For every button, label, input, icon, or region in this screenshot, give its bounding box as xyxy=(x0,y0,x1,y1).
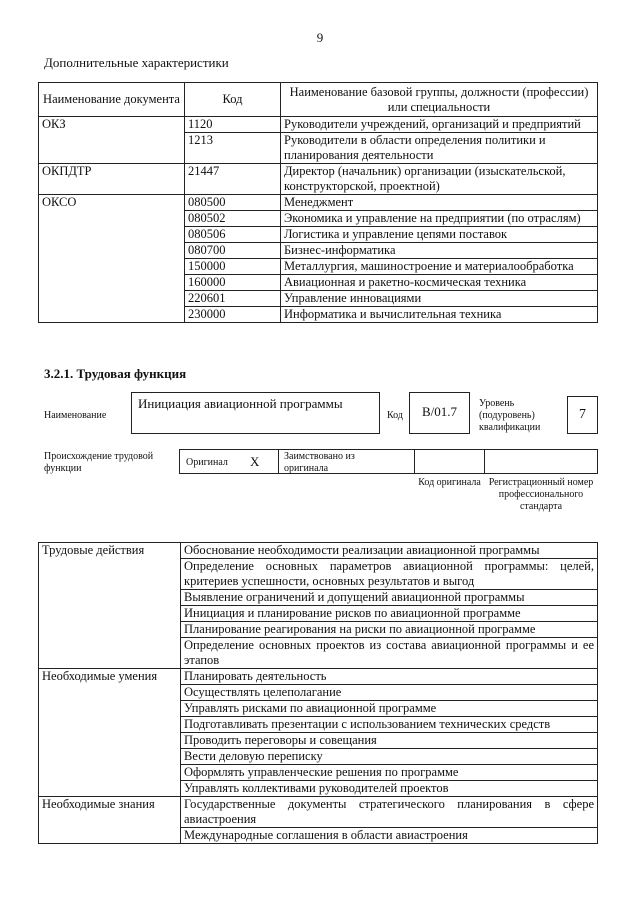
list-item: Выявление ограничений и допущений авиационной программы xyxy=(181,590,598,606)
doc-cell: ОКСО xyxy=(39,195,185,323)
section-label: Трудовые действия xyxy=(39,543,181,669)
list-item: Подготавливать презентации с использованием технических средств xyxy=(181,717,598,733)
borrowed-label: Заимствовано из оригинала xyxy=(284,451,355,474)
code-cell: 080502 xyxy=(185,211,281,227)
function-name-value: Инициация авиационной программы xyxy=(138,396,343,411)
list-item: Проводить переговоры и совещания xyxy=(181,733,598,749)
original-label: Оригинал xyxy=(186,457,228,468)
code-cell: 230000 xyxy=(185,307,281,323)
code-cell: 220601 xyxy=(185,291,281,307)
borrowed-box xyxy=(278,449,415,474)
name-cell: Авиационная и ракетно-космическая техника xyxy=(281,275,598,291)
name-cell: Директор (начальник) организации (изыскательской, конструкторской, проектной) xyxy=(281,164,598,195)
original-box xyxy=(179,449,279,474)
registration-caption: Регистрационный номер профессионального стандарта xyxy=(488,477,594,512)
list-item: Международные соглашения в области авиастроения xyxy=(181,828,598,844)
code-cell: 160000 xyxy=(185,275,281,291)
code-caption: Код оригинала xyxy=(418,477,481,488)
level-box xyxy=(567,396,598,434)
list-item: Государственные документы стратегического планирования в сфере авиастроения xyxy=(181,797,598,828)
function-code-box xyxy=(409,392,470,434)
section-label: Необходимые умения xyxy=(39,669,181,797)
code-cell: 1120 xyxy=(185,117,281,133)
section-title: Дополнительные характеристики xyxy=(44,55,229,70)
table-row xyxy=(39,195,598,211)
list-item: Оформлять управленческие решения по программе xyxy=(181,765,598,781)
name-cell: Менеджмент xyxy=(281,195,598,211)
list-item: Осуществлять целеполагание xyxy=(181,685,598,701)
code-cell: 150000 xyxy=(185,259,281,275)
list-item: Управлять рисками по авиационной программе xyxy=(181,701,598,717)
code-cell: 080500 xyxy=(185,195,281,211)
name-cell: Руководители учреждений, организаций и предприятий xyxy=(281,117,598,133)
col-header-name: Наименование базовой группы, должности (профессии) или специальности xyxy=(281,83,598,117)
list-item: Планирование реагирования на риски по авиационной программе xyxy=(181,622,598,638)
origin-code-box xyxy=(414,449,485,474)
name-cell: Логистика и управление цепями поставок xyxy=(281,227,598,243)
code-cell: 080700 xyxy=(185,243,281,259)
doc-cell: ОКПДТР xyxy=(39,164,185,195)
classifier-table xyxy=(38,82,598,323)
level-label: Уровень (подуровень) квалификации xyxy=(479,398,541,433)
list-item: Обоснование необходимости реализации авиационной программы xyxy=(181,543,598,559)
col-header-code: Код xyxy=(185,83,281,117)
function-heading: 3.2.1. Трудовая функция xyxy=(44,366,187,381)
registration-number-box xyxy=(484,449,598,474)
origin-label: Происхождение трудовой функции xyxy=(44,451,154,474)
name-cell: Управление инновациями xyxy=(281,291,598,307)
list-item: Определение основных проектов из состава авиационной программы и ее этапов xyxy=(181,638,598,669)
name-cell: Бизнес-информатика xyxy=(281,243,598,259)
table-row xyxy=(39,669,598,685)
table-row xyxy=(39,117,598,133)
details-table xyxy=(38,542,598,844)
table-row xyxy=(39,797,598,828)
table-header-row xyxy=(39,83,598,117)
list-item: Определение основных параметров авиационной программы: целей, критериев успешности, основных результатов и выгод xyxy=(181,559,598,590)
function-code-value: B/01.7 xyxy=(421,404,458,419)
function-name-box xyxy=(131,392,380,434)
list-item: Вести деловую переписку xyxy=(181,749,598,765)
table-row xyxy=(39,543,598,559)
doc-cell: ОКЗ xyxy=(39,117,185,164)
table-row xyxy=(39,164,598,195)
code-label: Код xyxy=(387,410,403,421)
name-cell: Металлургия, машиностроение и материалообработка xyxy=(281,259,598,275)
name-label: Наименование xyxy=(44,410,107,421)
section-label: Необходимые знания xyxy=(39,797,181,844)
list-item: Планировать деятельность xyxy=(181,669,598,685)
code-cell: 1213 xyxy=(185,133,281,164)
original-mark: X xyxy=(250,454,260,469)
level-value: 7 xyxy=(579,407,586,422)
code-cell: 21447 xyxy=(185,164,281,195)
list-item: Управлять коллективами руководителей проектов xyxy=(181,781,598,797)
page-number: 9 xyxy=(316,30,324,45)
list-item: Инициация и планирование рисков по авиационной программе xyxy=(181,606,598,622)
name-cell: Экономика и управление на предприятии (по отраслям) xyxy=(281,211,598,227)
code-cell: 080506 xyxy=(185,227,281,243)
name-cell: Информатика и вычислительная техника xyxy=(281,307,598,323)
col-header-document: Наименование документа xyxy=(39,83,185,117)
name-cell: Руководители в области определения политики и планирования деятельности xyxy=(281,133,598,164)
